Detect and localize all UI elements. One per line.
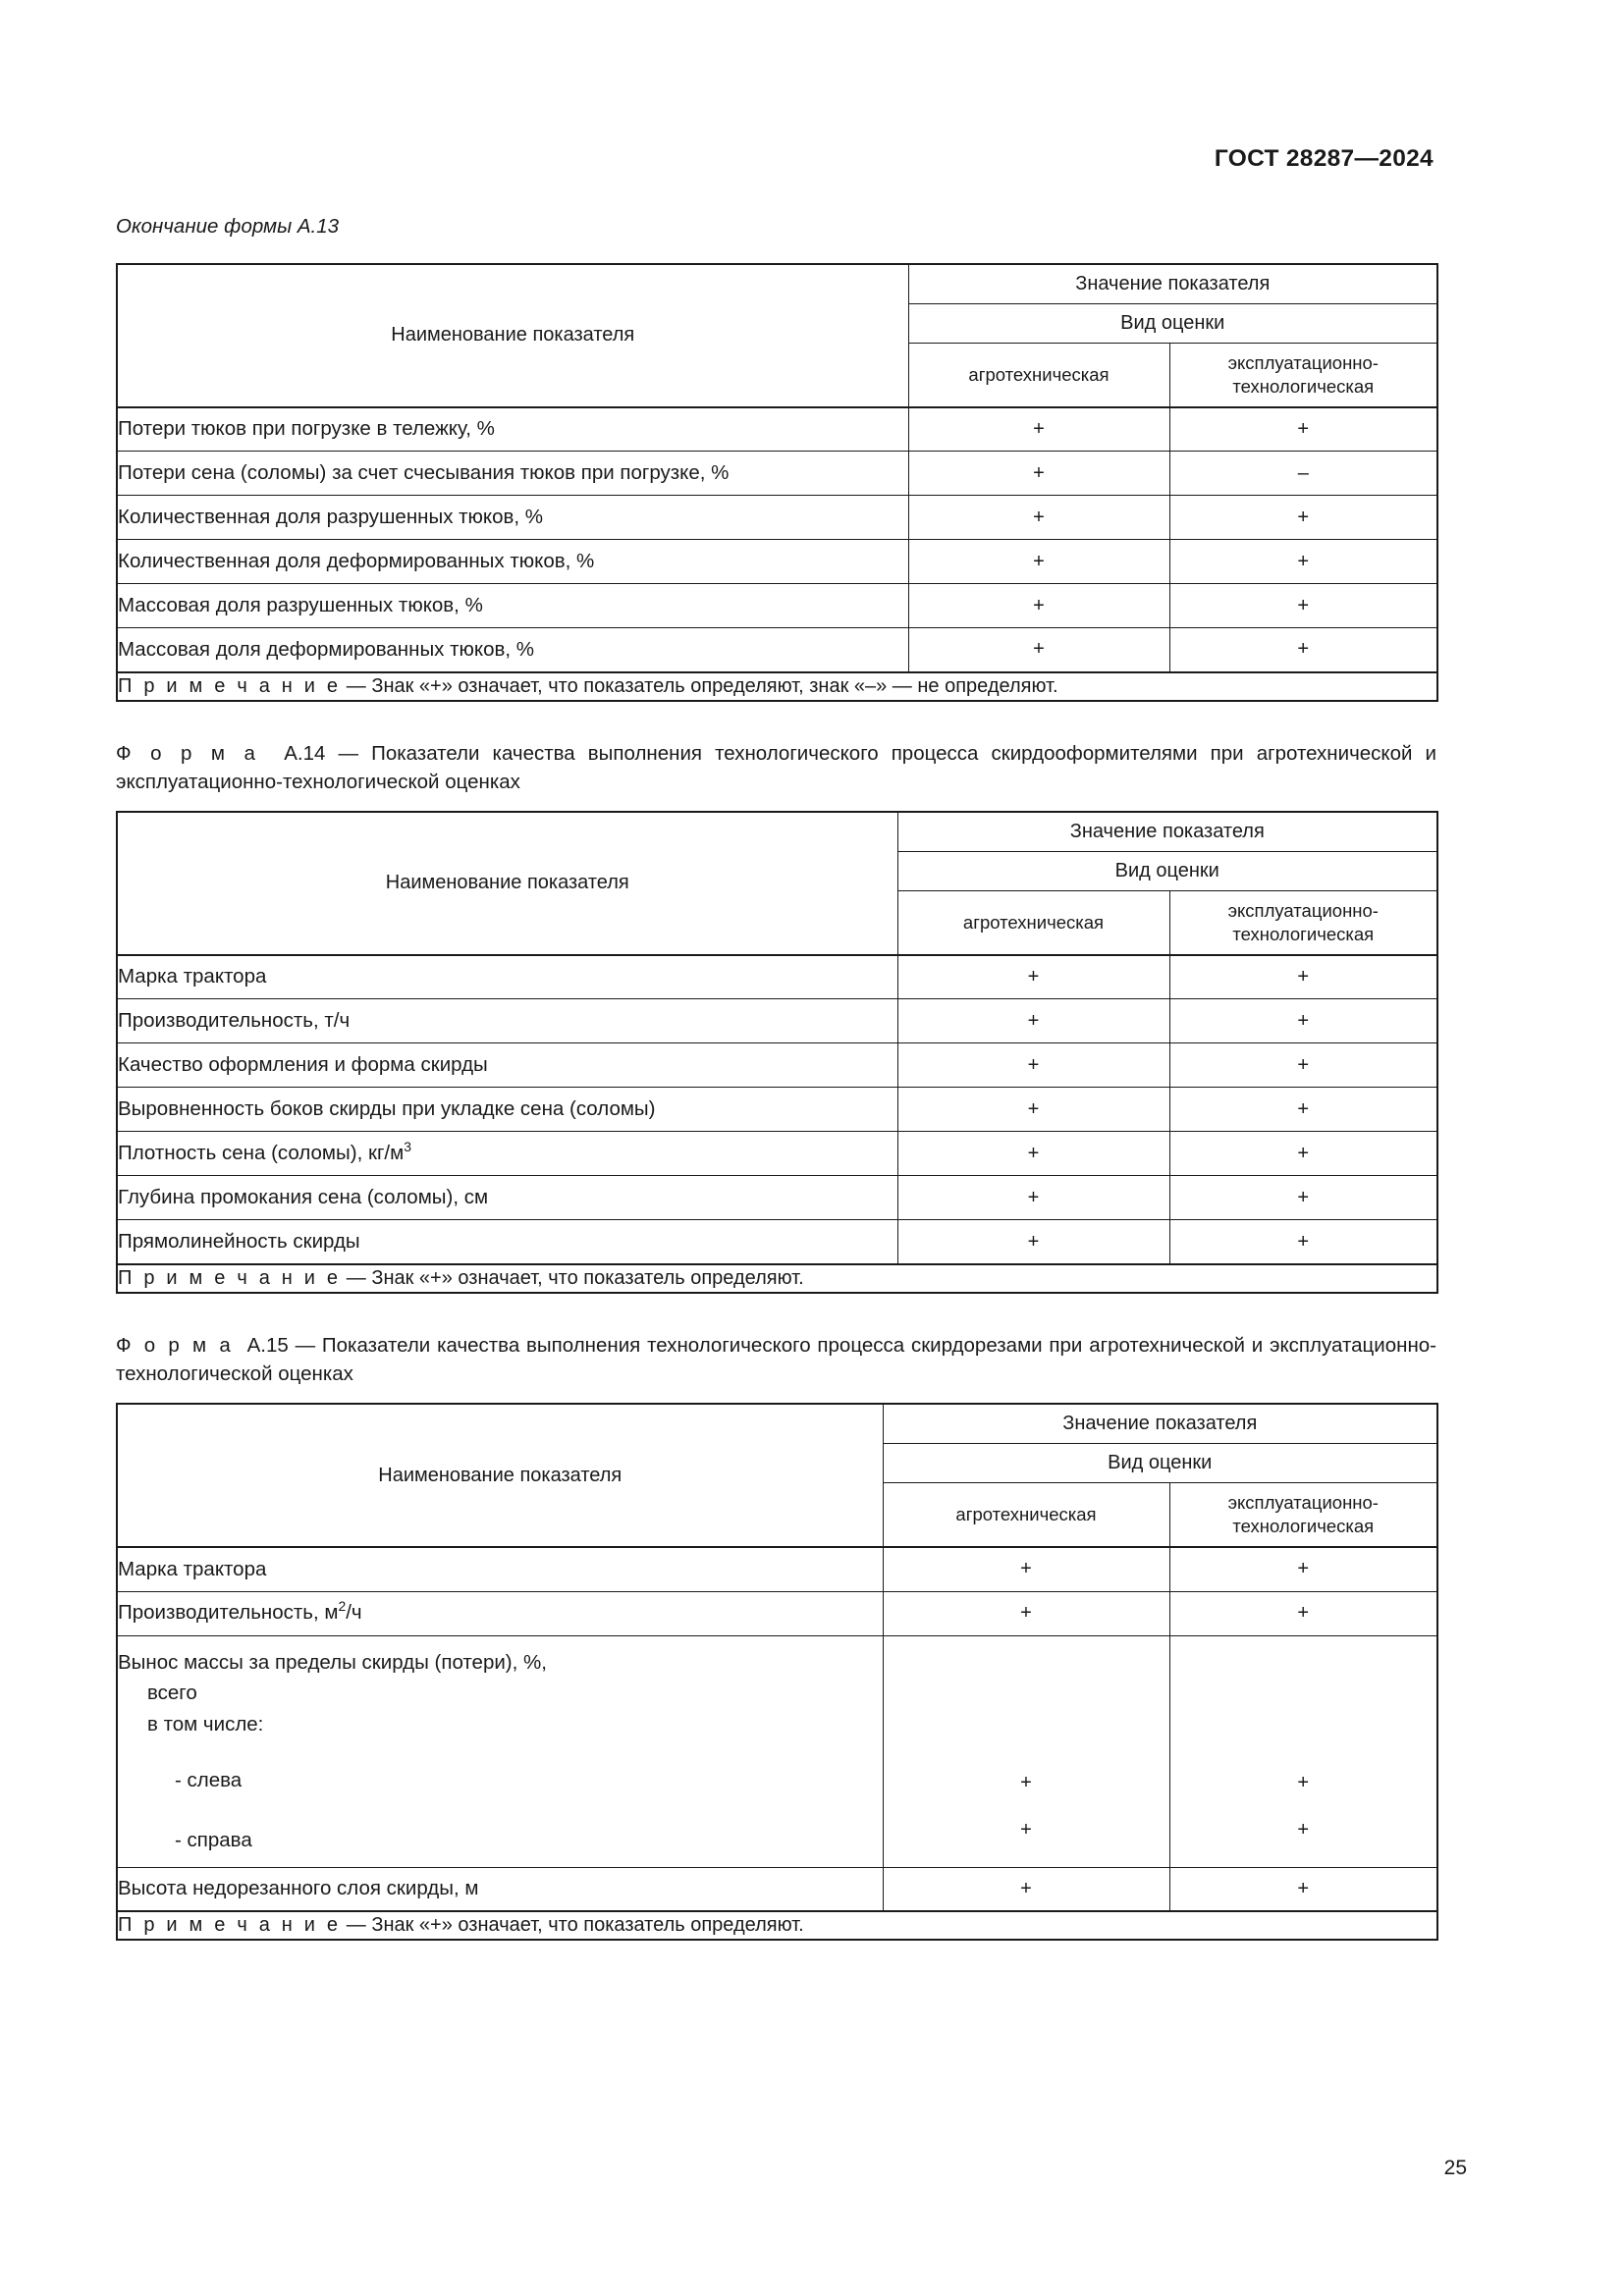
- a15-row-proizv-agro: +: [883, 1591, 1169, 1635]
- a15-note-text: — Знак «+» означает, что показатель определяют.: [341, 1914, 804, 1937]
- table-form-a13: [116, 263, 1438, 702]
- table-note-row: [117, 1911, 1437, 1940]
- a13-row-1-agro: +: [908, 452, 1169, 496]
- table-row: [117, 1591, 1437, 1635]
- a14-row-0-agro: +: [897, 955, 1169, 999]
- form-a14-caption-label: Ф о р м а: [116, 741, 259, 765]
- table-note-row: [117, 1264, 1437, 1293]
- a14-note: [117, 1264, 1437, 1293]
- a13-header-sub-expl-line1: эксплуатационно-: [1227, 351, 1379, 373]
- form-a14-caption: [116, 739, 1436, 796]
- a15-header-name-column: Наименование показателя: [117, 1404, 883, 1547]
- a14-row-5-agro: +: [897, 1176, 1169, 1220]
- a15-row-traktor-expl: +: [1169, 1547, 1437, 1591]
- a14-row-4-name-superscript: 3: [404, 1139, 411, 1155]
- a14-row-5-name: Глубина промокания сена (соломы), см: [117, 1176, 897, 1220]
- form-a15-caption-label: Ф о р м а: [116, 1333, 234, 1357]
- form-a15-caption-number: А.15: [246, 1333, 289, 1357]
- a13-row-0-name: Потери тюков при погрузке в тележку, %: [117, 407, 908, 452]
- a15-row-proizv-name-text-a: Производительность, м: [118, 1601, 339, 1625]
- a15-row-vynos-line4: - слева: [175, 1768, 243, 1791]
- a15-row-vynos-expl-sleva: +: [1297, 1771, 1310, 1793]
- spacer: [1170, 1636, 1437, 1773]
- a13-row-5-agro: +: [908, 628, 1169, 672]
- spacer: [118, 1739, 883, 1765]
- a14-row-3-name: Выровненность боков скирды при укладке сена (соломы): [117, 1088, 897, 1132]
- a14-header-sub-expl-line2: технологическая: [1232, 923, 1375, 944]
- a14-header-sub-agro: агротехническая: [897, 890, 1169, 955]
- table-row: [117, 628, 1437, 672]
- a15-row-proizv-name-text-b: /ч: [346, 1601, 362, 1625]
- a14-row-6-name: Прямолинейность скирды: [117, 1220, 897, 1264]
- table-note-row: [117, 672, 1437, 701]
- a13-header-value-group: Значение показателя: [908, 264, 1437, 304]
- a15-row-proizv-name: [117, 1591, 883, 1635]
- a13-header-name-column: Наименование показателя: [117, 264, 908, 407]
- a14-header-sub-expl: [1169, 890, 1437, 955]
- a15-note: [117, 1911, 1437, 1940]
- a15-header-sub-expl-line2: технологическая: [1232, 1516, 1375, 1537]
- page-number: 25: [1443, 2157, 1467, 2179]
- a14-header-name-column: Наименование показателя: [117, 812, 897, 955]
- a15-header-sub-expl-line1: эксплуатационно-: [1227, 1492, 1379, 1514]
- a13-header-sub-expl: [1169, 343, 1437, 407]
- a13-row-2-agro: +: [908, 496, 1169, 540]
- a13-row-4-expl: +: [1169, 584, 1437, 628]
- form-a14-caption-number: А.14: [284, 741, 326, 765]
- a14-row-1-expl: +: [1169, 999, 1437, 1043]
- table-row: [117, 1867, 1437, 1911]
- a14-row-2-name: Качество оформления и форма скирды: [117, 1043, 897, 1088]
- a13-row-0-agro: +: [908, 407, 1169, 452]
- table-form-a15: [116, 1403, 1438, 1941]
- a15-row-proizv-name-superscript: 2: [338, 1598, 347, 1615]
- a14-note-text: — Знак «+» означает, что показатель определяют.: [341, 1266, 804, 1289]
- a14-row-0-name: Марка трактора: [117, 955, 897, 999]
- a13-row-3-expl: +: [1169, 540, 1437, 584]
- a15-note-label: П р и м е ч а н и е: [118, 1914, 342, 1937]
- a15-row-vysota-expl: +: [1169, 1867, 1437, 1911]
- table-row: [117, 407, 1437, 452]
- a14-header-sub-expl-line1: эксплуатационно-: [1227, 900, 1379, 922]
- a15-row-vynos-expl-marks: [1169, 1635, 1437, 1867]
- a15-header-sub-agro: агротехническая: [883, 1483, 1169, 1548]
- form-a14-caption-text: — Показатели качества выполнения технологического процесса скирдооформителями при агротехнической и эксплуатационно-технологической оценках: [116, 741, 1436, 793]
- a14-row-3-expl: +: [1169, 1088, 1437, 1132]
- a13-header-assessment-group: Вид оценки: [908, 303, 1437, 343]
- page-content: [116, 214, 1436, 1941]
- a14-row-5-expl: +: [1169, 1176, 1437, 1220]
- a13-row-0-expl: +: [1169, 407, 1437, 452]
- spacer: [116, 1294, 1436, 1331]
- table-row: [117, 1043, 1437, 1088]
- a15-row-vynos-line5: - справа: [175, 1828, 252, 1851]
- spacer: [116, 702, 1436, 739]
- document-standard-header: ГОСТ 28287—2024: [1214, 145, 1434, 172]
- table-row: [117, 1132, 1437, 1176]
- table-row: [117, 999, 1437, 1043]
- a15-row-vynos-line1: Вынос массы за пределы скирды (потери), %,: [118, 1651, 547, 1675]
- table-row: [117, 1220, 1437, 1264]
- table-row: [117, 1088, 1437, 1132]
- a15-row-vynos-agro-sprava: +: [1020, 1818, 1032, 1841]
- a14-row-6-agro: +: [897, 1220, 1169, 1264]
- a14-row-6-expl: +: [1169, 1220, 1437, 1264]
- table-row: [117, 1176, 1437, 1220]
- a14-row-4-agro: +: [897, 1132, 1169, 1176]
- a13-row-5-name: Массовая доля деформированных тюков, %: [117, 628, 908, 672]
- a13-row-5-expl: +: [1169, 628, 1437, 672]
- a14-row-4-name-text: Плотность сена (соломы), кг/м: [118, 1142, 405, 1165]
- a13-header-sub-expl-line2: технологическая: [1232, 375, 1375, 397]
- table-row-grouped: [117, 1635, 1437, 1867]
- table-row: [117, 584, 1437, 628]
- a15-row-vynos-agro-sleva: +: [1020, 1771, 1032, 1793]
- a14-row-3-agro: +: [897, 1088, 1169, 1132]
- a14-header-value-group: Значение показателя: [897, 812, 1437, 852]
- a15-row-vynos-line2: всего: [147, 1682, 197, 1705]
- a14-row-1-agro: +: [897, 999, 1169, 1043]
- a15-row-vynos-name: [117, 1635, 883, 1867]
- a13-header-sub-agro: агротехническая: [908, 343, 1169, 407]
- form-a13-continuation-label: Окончание формы А.13: [116, 215, 340, 238]
- a13-note-label: П р и м е ч а н и е: [118, 674, 342, 697]
- a13-row-2-name: Количественная доля разрушенных тюков, %: [117, 496, 908, 540]
- a14-row-1-name: Производительность, т/ч: [117, 999, 897, 1043]
- a15-header-value-group: Значение показателя: [883, 1404, 1437, 1444]
- table-row: [117, 1547, 1437, 1591]
- a14-row-4-expl: +: [1169, 1132, 1437, 1176]
- table-row: [117, 955, 1437, 999]
- a15-row-vynos-agro-marks: [883, 1635, 1169, 1867]
- spacer: [884, 1636, 1169, 1773]
- a13-row-3-name: Количественная доля деформированных тюков, %: [117, 540, 908, 584]
- a13-row-2-expl: +: [1169, 496, 1437, 540]
- table-row: [117, 496, 1437, 540]
- a14-row-0-expl: +: [1169, 955, 1437, 999]
- a14-note-label: П р и м е ч а н и е: [118, 1266, 342, 1289]
- a15-row-vynos-expl-sprava: +: [1297, 1818, 1310, 1841]
- a13-note: [117, 672, 1437, 701]
- table-row: [117, 452, 1437, 496]
- spacer: [118, 1795, 883, 1825]
- a13-row-1-name: Потери сена (соломы) за счет счесывания тюков при погрузке, %: [117, 452, 908, 496]
- a13-row-4-name: Массовая доля разрушенных тюков, %: [117, 584, 908, 628]
- a14-row-2-agro: +: [897, 1043, 1169, 1088]
- a15-row-proizv-expl: +: [1169, 1591, 1437, 1635]
- a13-note-text: — Знак «+» означает, что показатель определяют, знак «–» — не определяют.: [341, 674, 1058, 697]
- a15-row-vysota-name: Высота недорезанного слоя скирды, м: [117, 1867, 883, 1911]
- a13-row-3-agro: +: [908, 540, 1169, 584]
- table-form-a14: [116, 811, 1438, 1294]
- a15-row-vysota-agro: +: [883, 1867, 1169, 1911]
- a15-header-sub-expl: [1169, 1483, 1437, 1548]
- table-row: [117, 540, 1437, 584]
- a15-header-assessment-group: Вид оценки: [883, 1444, 1437, 1483]
- form-a15-caption: [116, 1331, 1436, 1388]
- a15-row-vynos-line3: в том числе:: [147, 1712, 264, 1735]
- a14-row-4-name: [117, 1132, 897, 1176]
- a13-row-1-expl: –: [1169, 452, 1437, 496]
- a15-row-traktor-agro: +: [883, 1547, 1169, 1591]
- a14-header-assessment-group: Вид оценки: [897, 851, 1437, 890]
- a15-row-traktor-name: Марка трактора: [117, 1547, 883, 1591]
- a14-row-2-expl: +: [1169, 1043, 1437, 1088]
- a13-row-4-agro: +: [908, 584, 1169, 628]
- form-a15-caption-text: — Показатели качества выполнения технологического процесса скирдорезами при агротехнической и эксплуатационно-технологической оценках: [116, 1333, 1436, 1385]
